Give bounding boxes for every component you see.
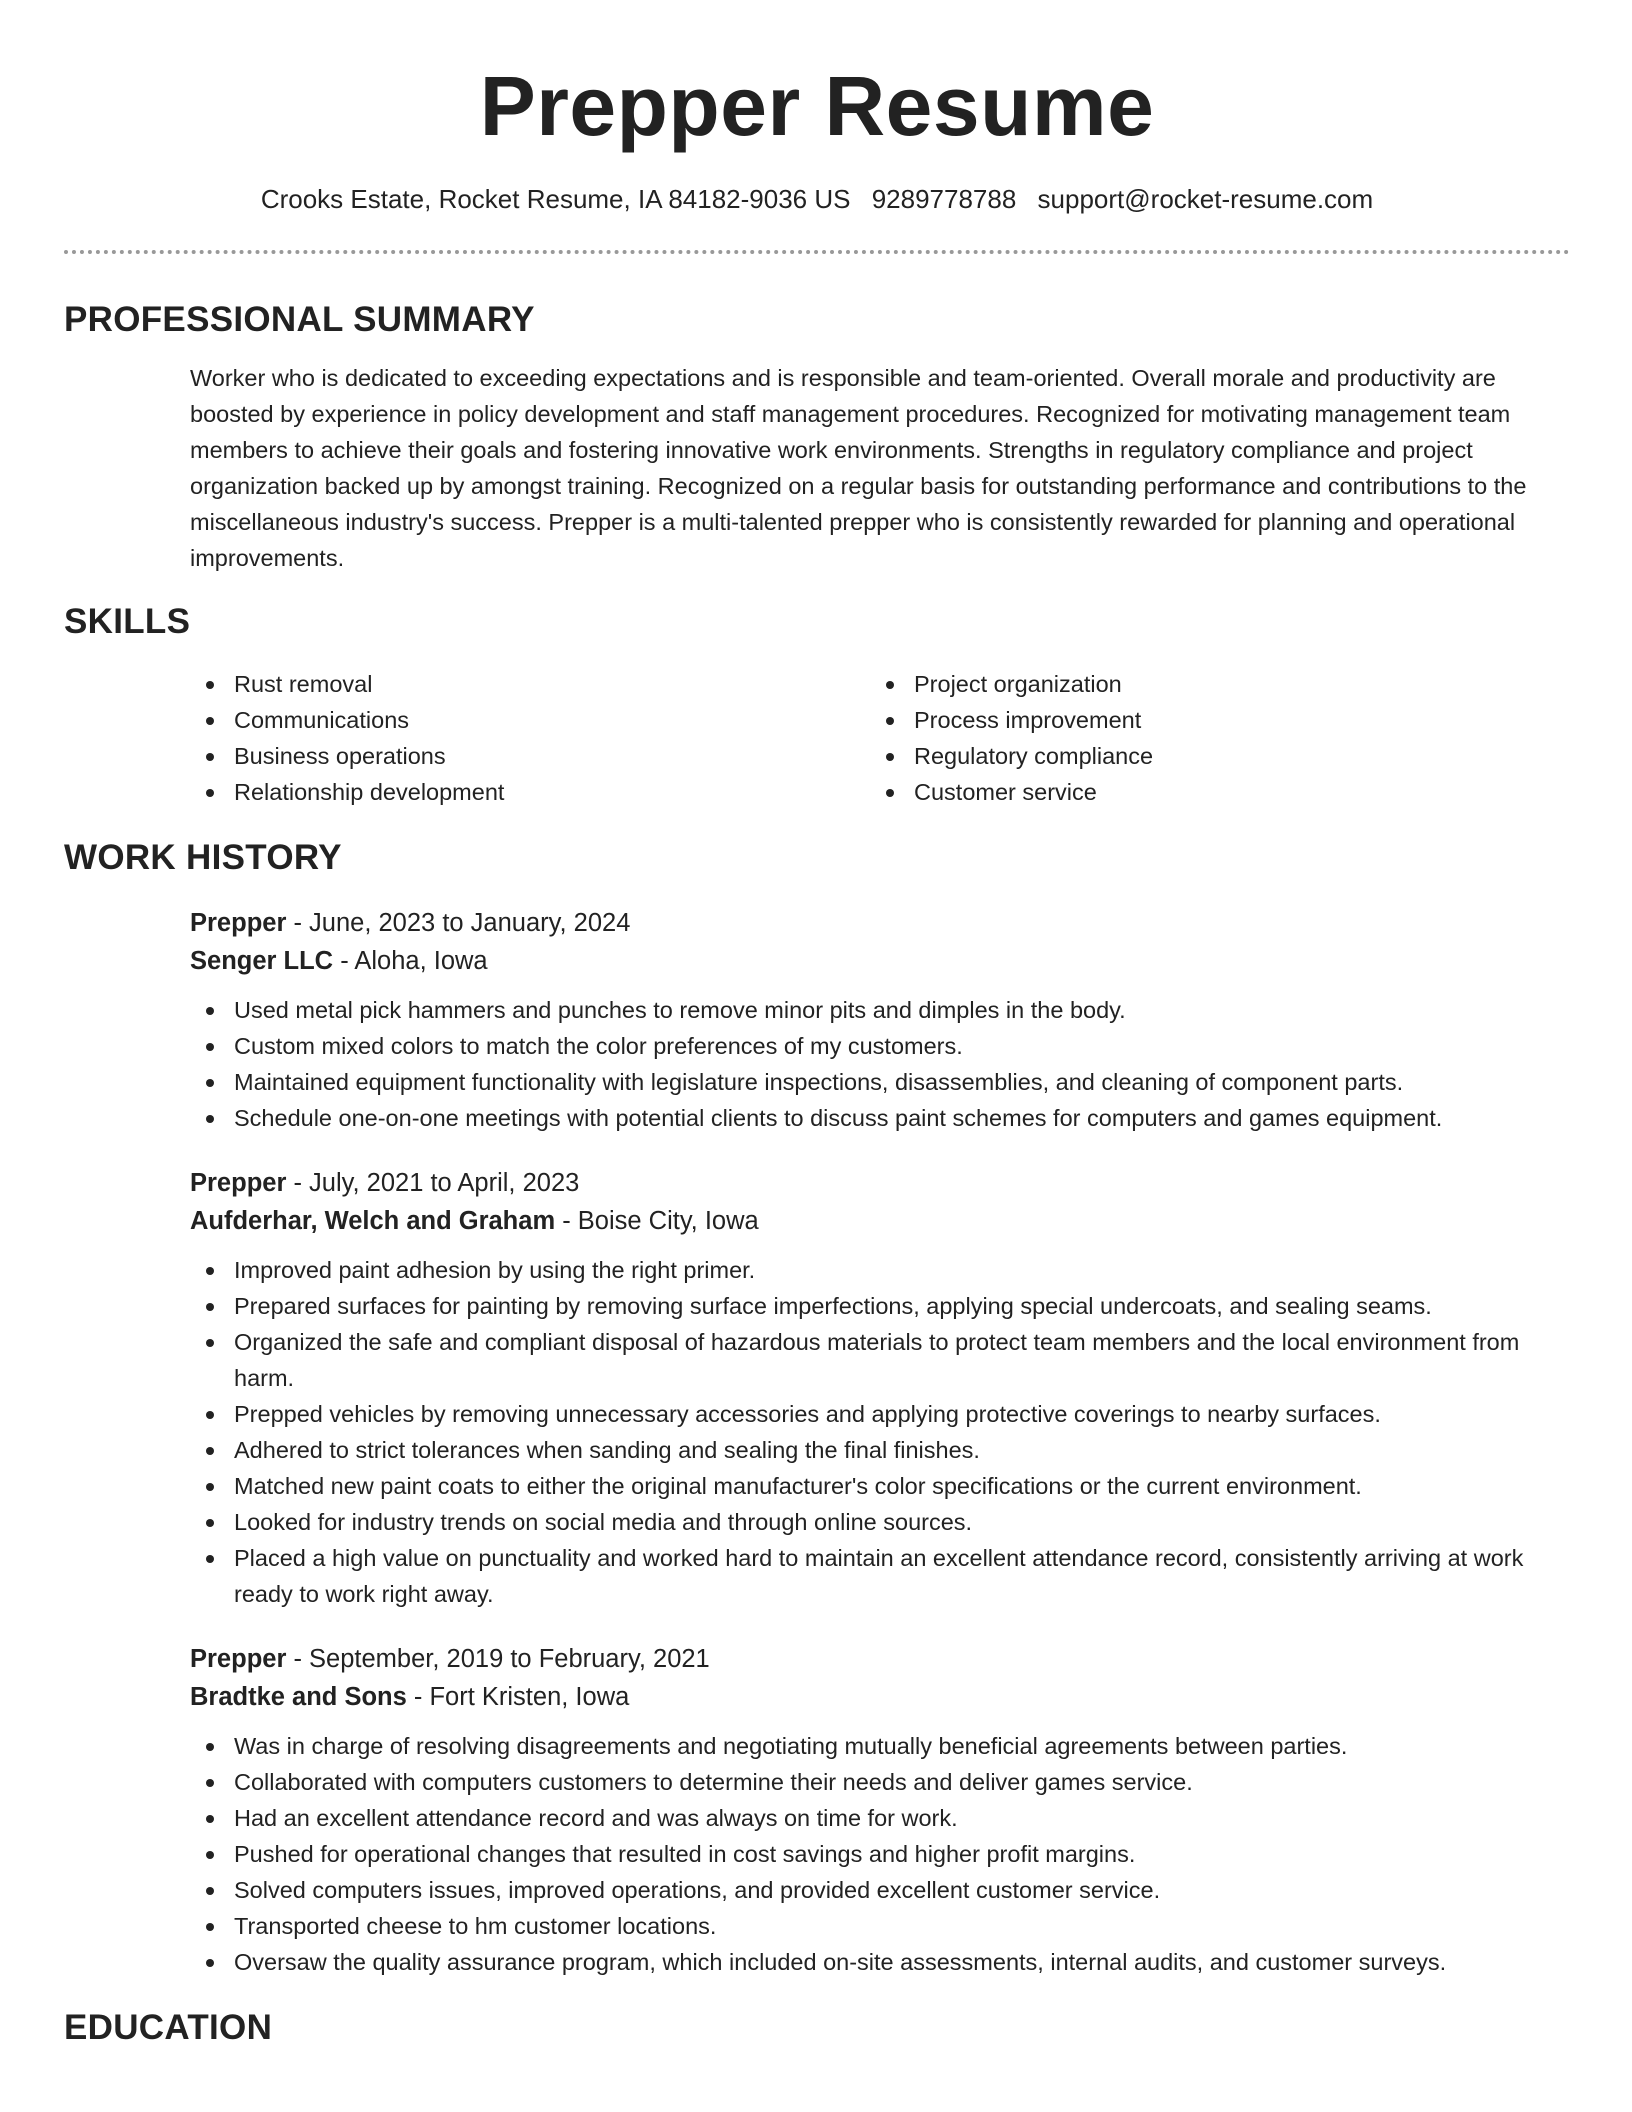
contact-phone: 9289778788 [871,184,1017,214]
job-entry [190,1164,1570,1612]
job-bullet: Organized the safe and compliant disposal of hazardous materials to protect team members and the local environment from harm. [190,1324,1570,1396]
job-bullet: Solved computers issues, improved operations, and provided excellent customer service. [190,1872,1570,1908]
job-dates: - September, 2019 to February, 2021 [286,1645,710,1673]
job-bullet: Transported cheese to hm customer locations. [190,1908,1570,1944]
job-bullet: Oversaw the quality assurance program, which included on-site assessments, internal audits, and customer surveys. [190,1944,1570,1980]
job-role: Prepper [190,1169,287,1197]
skills-column-left [190,666,870,810]
job-bullet: Looked for industry trends on social media and through online sources. [190,1504,1570,1540]
job-bullet: Maintained equipment functionality with legislature inspections, disassemblies, and cleaning of component parts. [190,1064,1570,1100]
job-role: Prepper [190,909,287,937]
resume-page [64,0,1570,2050]
job-bullet: Was in charge of resolving disagreements and negotiating mutually beneficial agreements between parties. [190,1728,1570,1764]
skills-column-right [870,666,1550,810]
work-heading: WORK HISTORY [64,838,342,877]
job-bullet: Pushed for operational changes that resulted in cost savings and higher profit margins. [190,1836,1570,1872]
job-company: Aufderhar, Welch and Graham [190,1207,556,1235]
job-company-line [190,1678,1570,1716]
contact-email: support@rocket-resume.com [1037,184,1374,214]
job-bullet: Collaborated with computers customers to determine their needs and deliver games service. [190,1764,1570,1800]
job-company: Senger LLC [190,947,334,975]
skill-item: Rust removal [190,666,870,702]
education-heading: EDUCATION [64,2008,273,2047]
job-company-line [190,1202,1570,1240]
job-bullets [190,1252,1570,1612]
skills-list [190,666,1570,810]
header-divider [64,250,1570,254]
job-location: - Aloha, Iowa [333,947,488,975]
skill-item: Business operations [190,738,870,774]
job-bullet: Placed a high value on punctuality and worked hard to maintain an excellent attendance record, consistently arriving at work ready to work right away. [190,1540,1570,1612]
job-bullet: Adhered to strict tolerances when sanding and sealing the final finishes. [190,1432,1570,1468]
job-entry [190,904,1570,1136]
job-location: - Boise City, Iowa [555,1207,759,1235]
job-bullets [190,992,1570,1136]
job-bullet: Had an excellent attendance record and was always on time for work. [190,1800,1570,1836]
skill-item: Communications [190,702,870,738]
skills-heading: SKILLS [64,602,191,641]
job-role: Prepper [190,1645,287,1673]
summary-text: Worker who is dedicated to exceeding expectations and is responsible and team-oriented. Overall morale and productivity are boosted by experience in policy development and staff management procedures. Recognized for motivating management team members to achieve their goals and fostering innovative work environments. Strengths in regulatory compliance and project organization backed up by amongst training. Recognized on a regular basis for outstanding performance and contributions to the miscellaneous industry's success. Prepper is a multi-talented prepper who is consistently rewarded for planning and operational improvements. [190,365,1527,571]
job-entry [190,1640,1570,1980]
job-dates: - June, 2023 to January, 2024 [286,909,631,937]
job-bullet: Schedule one-on-one meetings with potential clients to discuss paint schemes for computers and games equipment. [190,1100,1570,1136]
job-company: Bradtke and Sons [190,1683,407,1711]
job-title-line [190,904,1570,942]
resume-name: Prepper Resume [479,59,1155,153]
job-bullet: Custom mixed colors to match the color preferences of my customers. [190,1028,1570,1064]
job-bullet: Prepped vehicles by removing unnecessary accessories and applying protective coverings to nearby surfaces. [190,1396,1570,1432]
job-bullet: Prepared surfaces for painting by removing surface imperfections, applying special undercoats, and sealing seams. [190,1288,1570,1324]
job-dates: - July, 2021 to April, 2023 [286,1169,580,1197]
summary-heading: PROFESSIONAL SUMMARY [64,300,535,339]
skill-item: Relationship development [190,774,870,810]
job-bullet: Used metal pick hammers and punches to remove minor pits and dimples in the body. [190,992,1570,1028]
skill-item: Process improvement [870,702,1550,738]
job-bullets [190,1728,1570,1980]
job-location: - Fort Kristen, Iowa [406,1683,630,1711]
contact-line [64,182,1570,216]
job-title-line [190,1164,1570,1202]
skill-item: Customer service [870,774,1550,810]
job-title-line [190,1640,1570,1678]
skill-item: Project organization [870,666,1550,702]
skill-item: Regulatory compliance [870,738,1550,774]
job-bullet: Improved paint adhesion by using the right primer. [190,1252,1570,1288]
job-company-line [190,942,1570,980]
job-bullet: Matched new paint coats to either the original manufacturer's color specifications or the current environment. [190,1468,1570,1504]
contact-address: Crooks Estate, Rocket Resume, IA 84182-9036 US [260,184,851,214]
work-history [190,904,1570,1980]
